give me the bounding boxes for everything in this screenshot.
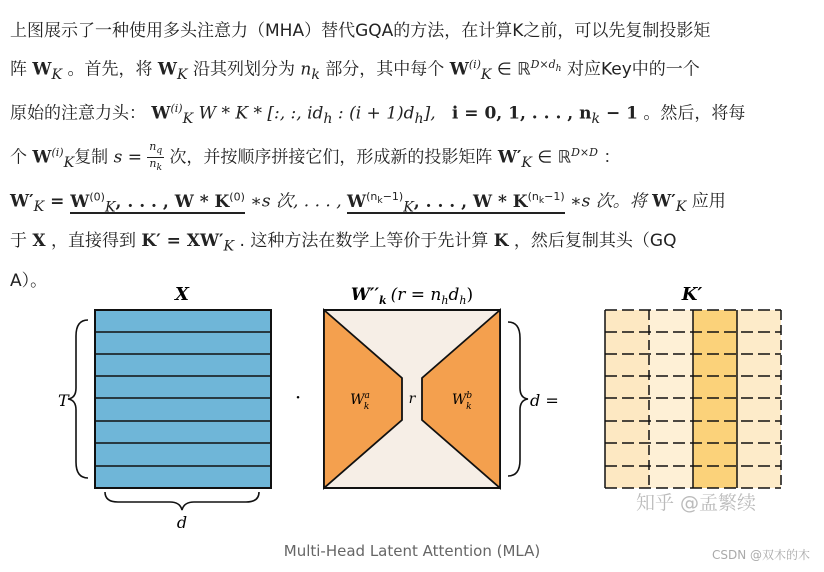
x-matrix <box>95 310 271 488</box>
para-line-4: 个 $W^{(i)}_K$复制 $s = \frac{n_q}{n_k}$ 次，并按顺序拼接它们，形成新的投影矩阵 $W'_K$ ∈ ℝ$^{D\times D}$ ： <box>10 140 621 174</box>
para-line-6: 于 X ，直接得到 $K' = XW'_K$ . 这种方法在数学上等价于先计算 K ，然后复制其头（GQ <box>10 231 677 255</box>
csdn-watermark: CSDN @双木的木 <box>712 548 811 562</box>
d-brace-bottom <box>105 492 259 510</box>
r-label: r <box>408 391 416 407</box>
d-brace-right <box>508 322 528 476</box>
d-label-bottom: d <box>176 513 188 532</box>
dot-operator: · <box>294 385 302 409</box>
para-line-2: 阵 $W_K$ 。首先，将 $W_K$ 沿其列划分为 $n_k$ 部分，其中每个 $W^{(i)}_K$ ∈ ℝ$^{D\times d_h}$ 对应Key中的一个 <box>10 58 700 84</box>
k-title: K′ <box>681 284 703 305</box>
t-brace <box>68 320 88 478</box>
zhihu-watermark: 知乎 @孟繁续 <box>636 492 757 514</box>
k-matrix <box>605 310 781 488</box>
t-label: T <box>58 391 69 410</box>
x-title: X <box>175 284 189 305</box>
d-equals: d = <box>530 391 559 410</box>
w-title: $W''_k$ $(r = n_hd_h)$ <box>350 285 474 307</box>
w-a-label: $W^a$ k <box>350 391 370 412</box>
para-line-3: 原始的注意力头： $W^{(i)}_K$ W * K * [:, :, $id_h$ : $(i + 1)d_h$], i = 0, 1, . . . , $n_k - 1$ 。然后，将每 <box>10 102 746 128</box>
para-line-1: 上图展示了一种使用多头注意力（MHA）替代GQA的方法，在计算K之前，可以先复制投影矩 <box>10 21 711 41</box>
w-b-label: $W^b$ k <box>451 391 473 412</box>
figure-caption: Multi-Head Latent Attention (MLA) <box>283 542 541 560</box>
para-line-5: $W'_K = W^{(0)}_K$, . . . , W * $K^{(0)}$ ∗s 次, . . . , $W^{(n_k-1)}_K$, . . . , W * $K^{(n_k-1)}$ ∗s 次。将 $W'_K$ 应用 <box>10 190 726 216</box>
para-line-7: A）。 <box>10 270 48 291</box>
